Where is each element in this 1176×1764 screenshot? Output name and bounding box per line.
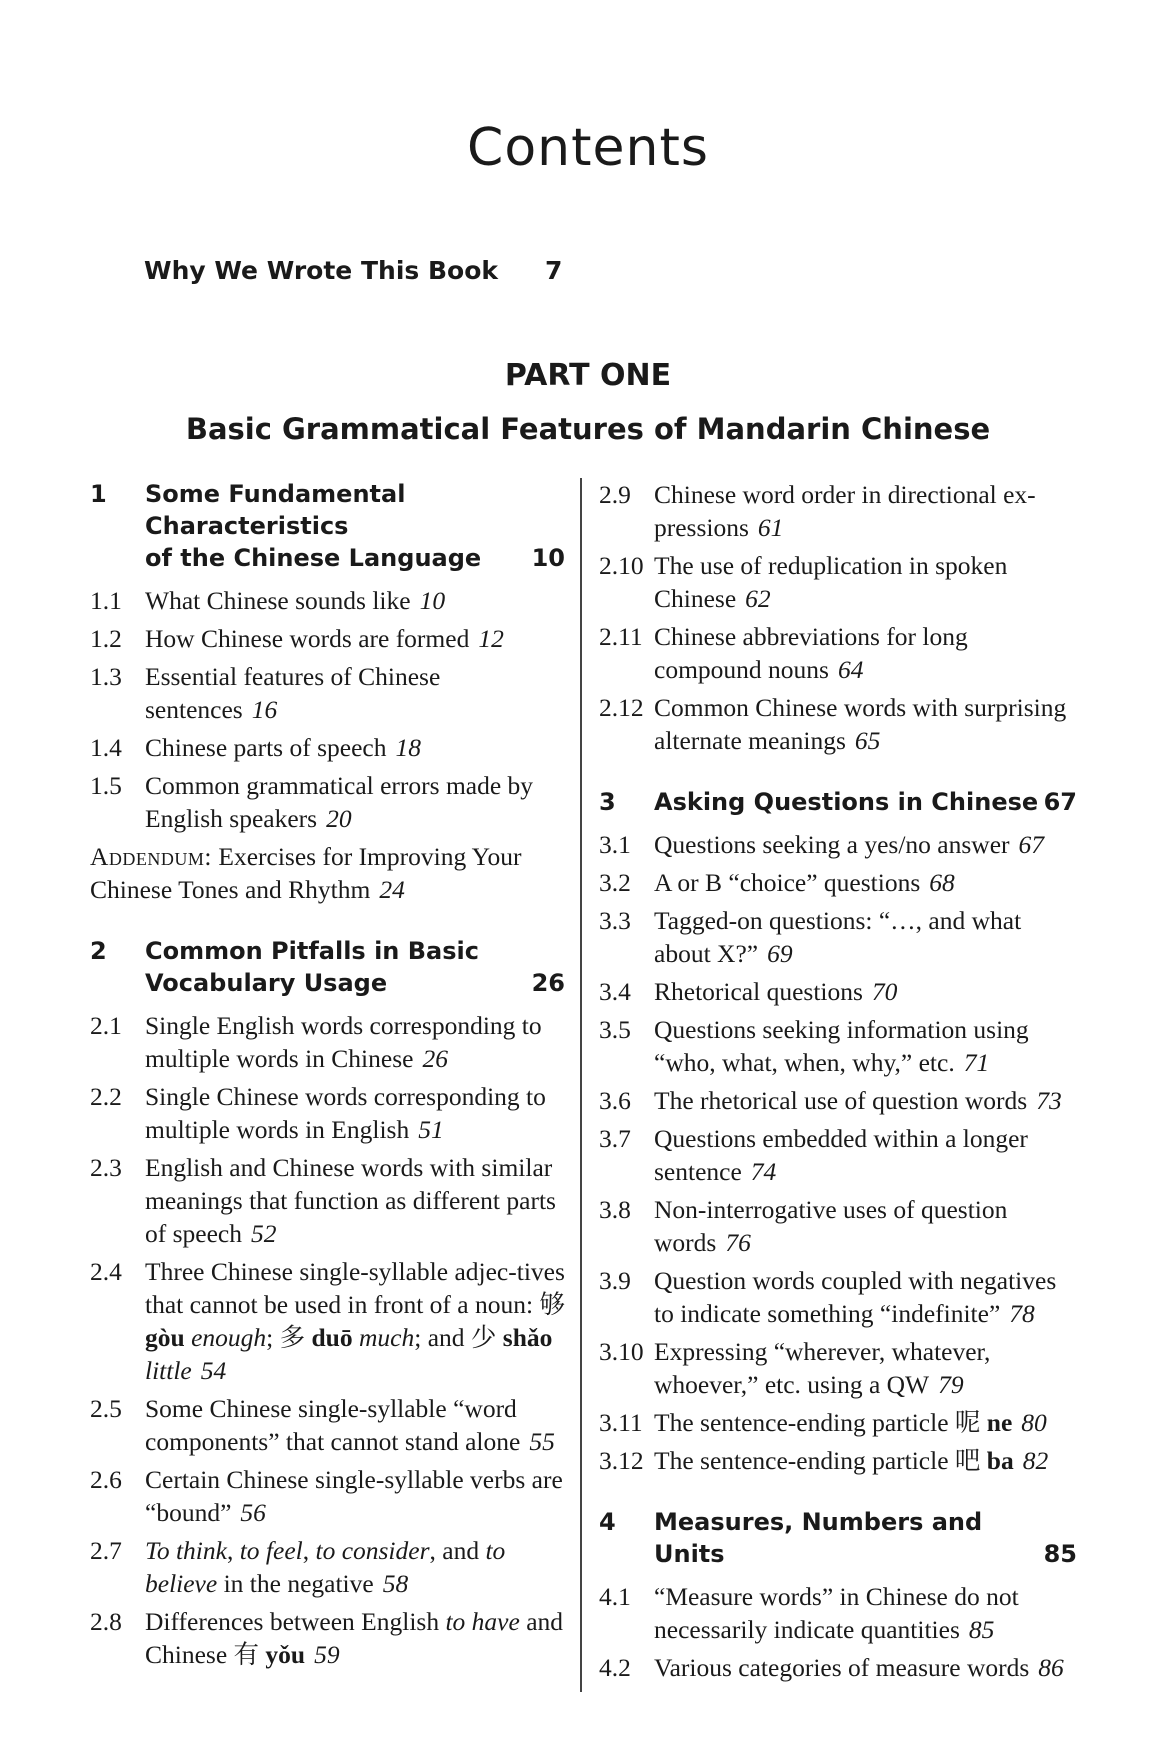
toc-entry-1-4[interactable] bbox=[90, 731, 565, 764]
entry-title: Non-interrogative uses of question words bbox=[654, 1195, 1008, 1257]
toc-entry-2-5[interactable] bbox=[90, 1392, 565, 1458]
chinese-character: 少 bbox=[470, 1323, 497, 1352]
entry-title: Tagged-on questions: “…, and what about X?” bbox=[654, 906, 1022, 968]
entry-number: 3.6 bbox=[599, 1086, 631, 1115]
entry-page: 73 bbox=[1036, 1086, 1062, 1115]
chapter-heading-1[interactable] bbox=[90, 478, 565, 574]
toc-entry-2-1[interactable] bbox=[90, 1009, 565, 1075]
text-fragment: , and bbox=[429, 1536, 486, 1565]
entry-number: 3.2 bbox=[599, 868, 631, 897]
toc-entry-2-2[interactable] bbox=[90, 1080, 565, 1146]
chapter-page: 10 bbox=[531, 544, 565, 572]
entry-number: 1.1 bbox=[90, 586, 122, 615]
chinese-character: 有 bbox=[233, 1640, 260, 1669]
italic-term: to consider bbox=[315, 1536, 430, 1565]
entry-page: 64 bbox=[837, 655, 864, 684]
toc-entry-4-2[interactable] bbox=[599, 1651, 1077, 1684]
chinese-character: 够 bbox=[539, 1290, 565, 1319]
entry-title: Essential features of Chinese sentences bbox=[145, 662, 441, 724]
entry-title: Chinese word order in directional ex-pressions bbox=[654, 480, 1036, 542]
toc-entry-2-7[interactable] bbox=[90, 1534, 565, 1600]
entry-page: 78 bbox=[1009, 1299, 1035, 1328]
entry-page: 18 bbox=[395, 733, 421, 762]
entry-page: 85 bbox=[968, 1615, 995, 1644]
chapter-title: Asking Questions in Chinese bbox=[654, 788, 1039, 816]
entry-number: 2.10 bbox=[599, 551, 644, 580]
toc-entry-2-3[interactable] bbox=[90, 1151, 565, 1250]
toc-entry-3-10[interactable] bbox=[599, 1335, 1077, 1401]
entry-number: 3.3 bbox=[599, 906, 631, 935]
toc-entry-3-6[interactable] bbox=[599, 1084, 1077, 1117]
entry-page: 86 bbox=[1038, 1653, 1064, 1682]
entry-title: How Chinese words are formed bbox=[145, 624, 470, 653]
conjunction: and bbox=[427, 1323, 465, 1352]
entry-number: 3.9 bbox=[599, 1266, 631, 1295]
entry-page: 71 bbox=[963, 1048, 990, 1077]
toc-entry-3-9[interactable] bbox=[599, 1264, 1077, 1330]
chapter-title-line-1: Common Pitfalls in Basic bbox=[145, 937, 479, 965]
entry-number: 2.5 bbox=[90, 1394, 122, 1423]
gloss: enough bbox=[191, 1323, 267, 1352]
addendum-label: Addendum: bbox=[90, 842, 212, 871]
chapter-title: Measures, Numbers and Units bbox=[654, 1508, 983, 1568]
pinyin: ne bbox=[986, 1408, 1013, 1437]
chinese-character: 吧 bbox=[954, 1446, 981, 1475]
entry-title: English and Chinese words with similar meanings that function as different parts of speech bbox=[145, 1153, 556, 1248]
entry-page: 54 bbox=[200, 1356, 227, 1385]
preface-page: 7 bbox=[545, 256, 563, 285]
entry-number: 2.9 bbox=[599, 480, 631, 509]
pinyin: shǎo bbox=[502, 1323, 553, 1352]
separator: ; bbox=[414, 1323, 422, 1352]
toc-entry-2-8[interactable] bbox=[90, 1605, 565, 1671]
entry-title: Various categories of measure words bbox=[654, 1653, 1030, 1682]
entry-title: Questions embedded within a longer sentence bbox=[654, 1124, 1028, 1186]
entry-title: Chinese abbreviations for long compound nouns bbox=[654, 622, 968, 684]
preface-title: Why We Wrote This Book bbox=[144, 256, 499, 285]
toc-entry-2-10[interactable] bbox=[599, 549, 1077, 615]
toc-entry-2-4[interactable] bbox=[90, 1255, 565, 1387]
chapter-heading-4[interactable] bbox=[599, 1506, 1077, 1570]
entry-number: 2.2 bbox=[90, 1082, 122, 1111]
entry-number: 2.12 bbox=[599, 693, 644, 722]
entry-page: 20 bbox=[326, 804, 352, 833]
entry-title: Single English words corresponding to multiple words in Chinese bbox=[145, 1011, 542, 1073]
chapter-title-line-2: of the Chinese Language bbox=[145, 544, 482, 572]
entry-number: 1.4 bbox=[90, 733, 122, 762]
entry-title: Question words coupled with negatives to indicate something “indefinite” bbox=[654, 1266, 1057, 1328]
entry-title: Chinese parts of speech bbox=[145, 733, 387, 762]
text-fragment: , bbox=[226, 1536, 240, 1565]
entry-number: 2.11 bbox=[599, 622, 643, 651]
toc-addendum[interactable] bbox=[90, 840, 565, 906]
entry-number: 2.6 bbox=[90, 1465, 122, 1494]
entry-title: The rhetorical use of question words bbox=[654, 1086, 1028, 1115]
italic-term: To think bbox=[145, 1536, 227, 1565]
column-divider bbox=[580, 478, 582, 1692]
entry-page: 59 bbox=[314, 1640, 340, 1669]
entry-title: The sentence-ending particle bbox=[654, 1446, 949, 1475]
entry-page: 58 bbox=[382, 1569, 409, 1598]
entry-title: Three Chinese single-syllable adjec-tives that cannot be used in front of a noun: bbox=[145, 1257, 565, 1319]
entry-title: Some Chinese single-syllable “word components” that cannot stand alone bbox=[145, 1394, 521, 1456]
toc-entry-2-12[interactable] bbox=[599, 691, 1077, 757]
toc-entry-2-6[interactable] bbox=[90, 1463, 565, 1529]
entry-page: 10 bbox=[419, 586, 446, 615]
chapter-heading-2[interactable] bbox=[90, 935, 565, 999]
entry-title: What Chinese sounds like bbox=[145, 586, 411, 615]
entry-title: The sentence-ending particle bbox=[654, 1408, 949, 1437]
toc-entry-3-8[interactable] bbox=[599, 1193, 1077, 1259]
entry-number: 2.4 bbox=[90, 1257, 122, 1286]
toc-entry-3-11[interactable] bbox=[599, 1406, 1077, 1439]
chapter-number: 4 bbox=[599, 1508, 616, 1536]
entry-number: 4.1 bbox=[599, 1582, 631, 1611]
text-fragment: , bbox=[302, 1536, 316, 1565]
chapter-page: 67 bbox=[1043, 788, 1077, 816]
entry-page: 52 bbox=[251, 1219, 277, 1248]
toc-right-column bbox=[599, 478, 1077, 1689]
entry-page: 16 bbox=[251, 695, 278, 724]
entry-number: 3.8 bbox=[599, 1195, 631, 1224]
entry-page: 67 bbox=[1018, 830, 1045, 859]
chinese-character: 多 bbox=[279, 1323, 306, 1352]
separator: ; bbox=[266, 1323, 274, 1352]
entry-title: Questions seeking information using “who, what, when, why,” etc. bbox=[654, 1015, 1029, 1077]
entry-page: 80 bbox=[1021, 1408, 1047, 1437]
text-fragment: in the negative bbox=[217, 1569, 374, 1598]
entry-number: 4.2 bbox=[599, 1653, 631, 1682]
entry-page: 62 bbox=[745, 584, 771, 613]
chinese-character: 呢 bbox=[954, 1408, 981, 1437]
toc-entry-3-1[interactable] bbox=[599, 828, 1077, 861]
chapter-heading-3[interactable] bbox=[599, 786, 1077, 818]
entry-page: 56 bbox=[240, 1498, 266, 1527]
text-fragment: Differences between English bbox=[145, 1607, 446, 1636]
entry-page: 65 bbox=[854, 726, 881, 755]
pinyin: duō bbox=[311, 1323, 353, 1352]
entry-number: 2.3 bbox=[90, 1153, 122, 1182]
chapter-page: 26 bbox=[531, 969, 565, 997]
toc-entry-3-5[interactable] bbox=[599, 1013, 1077, 1079]
entry-title: Certain Chinese single-syllable verbs are “bound” bbox=[145, 1465, 563, 1527]
italic-term: to have bbox=[445, 1607, 520, 1636]
text-fragment: and Chinese bbox=[145, 1607, 564, 1669]
addendum-page: 24 bbox=[379, 875, 405, 904]
toc-entry-2-9[interactable] bbox=[599, 478, 1077, 544]
entry-title: The use of reduplication in spoken Chinese bbox=[654, 551, 1008, 613]
toc-entry-2-11[interactable] bbox=[599, 620, 1077, 686]
entry-title: A or B “choice” questions bbox=[654, 868, 921, 897]
chapter-number: 3 bbox=[599, 788, 616, 816]
page-title: Contents bbox=[467, 118, 709, 178]
entry-page: 70 bbox=[871, 977, 898, 1006]
entry-number: 3.12 bbox=[599, 1446, 644, 1475]
entry-number: 2.1 bbox=[90, 1011, 122, 1040]
toc-left-column bbox=[90, 478, 565, 1676]
chapter-number: 1 bbox=[90, 480, 107, 508]
toc-entry-3-12[interactable] bbox=[599, 1444, 1077, 1477]
toc-entry-1-1[interactable] bbox=[90, 584, 565, 617]
entry-number: 3.10 bbox=[599, 1337, 644, 1366]
entry-page: 69 bbox=[767, 939, 793, 968]
toc-entry-4-1[interactable] bbox=[599, 1580, 1077, 1646]
entry-number: 3.11 bbox=[599, 1408, 643, 1437]
entry-number: 3.7 bbox=[599, 1124, 631, 1153]
entry-title: Questions seeking a yes/no answer bbox=[654, 830, 1010, 859]
part-label: PART ONE bbox=[504, 358, 672, 393]
toc-entry-3-3[interactable] bbox=[599, 904, 1077, 970]
chapter-title-line-2: Vocabulary Usage bbox=[145, 969, 388, 997]
entry-number: 3.1 bbox=[599, 830, 631, 859]
entry-page: 26 bbox=[422, 1044, 448, 1073]
entry-number: 1.5 bbox=[90, 771, 122, 800]
entry-number: 2.8 bbox=[90, 1607, 122, 1636]
entry-page: 76 bbox=[725, 1228, 751, 1257]
gloss: little bbox=[145, 1356, 192, 1385]
pinyin: ba bbox=[986, 1446, 1014, 1475]
entry-number: 3.4 bbox=[599, 977, 631, 1006]
entry-title: Rhetorical questions bbox=[654, 977, 863, 1006]
toc-entry-3-7[interactable] bbox=[599, 1122, 1077, 1188]
entry-title: Common Chinese words with surprising alternate meanings bbox=[654, 693, 1067, 755]
entry-number: 1.2 bbox=[90, 624, 122, 653]
chapter-page: 85 bbox=[1043, 1540, 1077, 1568]
entry-page: 79 bbox=[938, 1370, 964, 1399]
entry-number: 1.3 bbox=[90, 662, 122, 691]
part-subtitle: Basic Grammatical Features of Mandarin Chinese bbox=[185, 412, 991, 446]
entry-number: 2.7 bbox=[90, 1536, 122, 1565]
entry-title: Expressing “wherever, whatever, whoever,” etc. using a QW bbox=[654, 1337, 991, 1399]
entry-page: 55 bbox=[529, 1427, 555, 1456]
toc-entry-1-5[interactable] bbox=[90, 769, 565, 835]
entry-page: 82 bbox=[1022, 1446, 1049, 1475]
toc-entry-1-3[interactable] bbox=[90, 660, 565, 726]
italic-term: to believe bbox=[145, 1536, 506, 1598]
addendum-title: Exercises for Improving Your Chinese Tones and Rhythm bbox=[90, 842, 522, 904]
chapter-number: 2 bbox=[90, 937, 107, 965]
toc-entry-3-2[interactable] bbox=[599, 866, 1077, 899]
pinyin: gòu bbox=[145, 1323, 185, 1352]
chapter-title bbox=[145, 935, 532, 999]
entry-title: Single Chinese words corresponding to multiple words in English bbox=[145, 1082, 546, 1144]
chapter-title-line-1: Some Fundamental Characteristics bbox=[145, 480, 406, 540]
chapter-title bbox=[145, 478, 532, 574]
toc-entry-1-2[interactable] bbox=[90, 622, 565, 655]
entry-page: 68 bbox=[929, 868, 955, 897]
toc-preface-entry[interactable] bbox=[144, 256, 564, 285]
entry-page: 51 bbox=[418, 1115, 444, 1144]
entry-page: 61 bbox=[757, 513, 784, 542]
entry-number: 3.5 bbox=[599, 1015, 631, 1044]
entry-page: 74 bbox=[750, 1157, 777, 1186]
entry-title: “Measure words” in Chinese do not necessarily indicate quantities bbox=[654, 1582, 1019, 1644]
italic-term: to feel bbox=[239, 1536, 303, 1565]
entry-title: Common grammatical errors made by English speakers bbox=[145, 771, 534, 833]
gloss: much bbox=[359, 1323, 415, 1352]
entry-page: 12 bbox=[478, 624, 504, 653]
pinyin: yǒu bbox=[265, 1640, 306, 1669]
toc-entry-3-4[interactable] bbox=[599, 975, 1077, 1008]
